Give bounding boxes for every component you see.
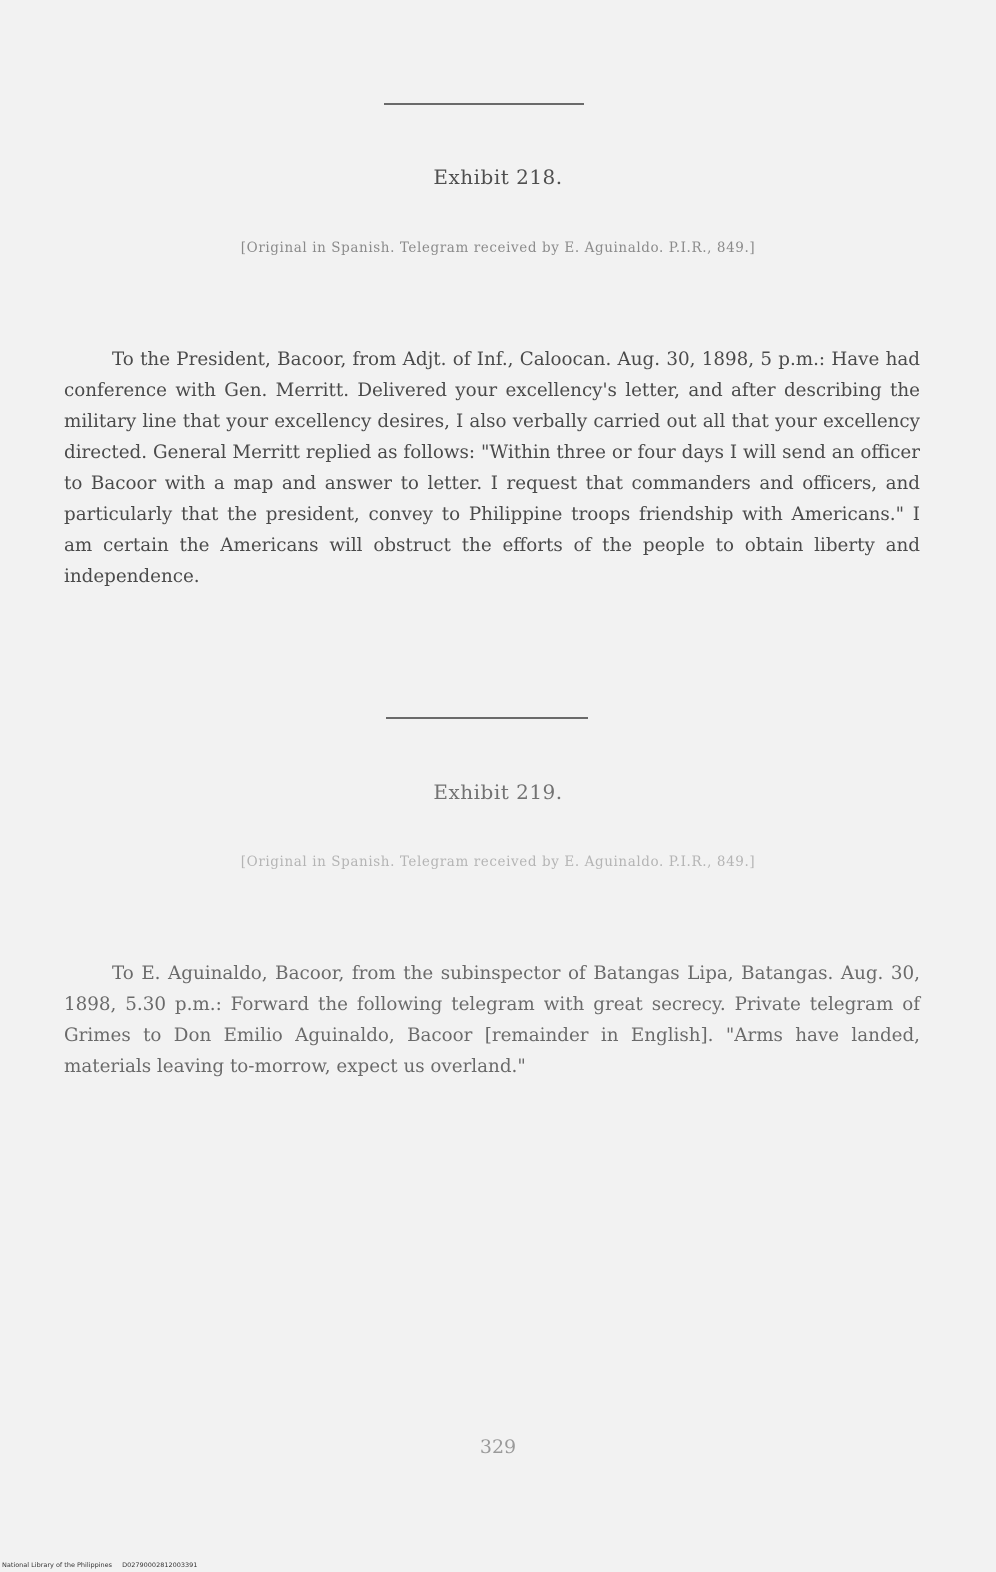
scan-footer (2, 1561, 197, 1569)
section-divider (384, 103, 584, 105)
exhibit-218-source-note: [Original in Spanish. Telegram received by E. Aguinaldo. P.I.R., 849.] (240, 240, 756, 256)
exhibit-218-text: To the President, Bacoor, from Adjt. of Inf., Caloocan. Aug. 30, 1898, 5 p.m.: Have had conference with Gen. Merritt. Delivered your excellency's letter, and after describing the military line that your excellency desires, I also verbally carried out all that your excellency directed. General Merritt replied as follows: "Within three or four days I will send an officer to Bacoor with a map and answer to letter. I request that commanders and officers, and particularly that the president, convey to Philippine troops friendship with Americans." I am certain the Americans will obstruct the efforts of the people to obtain liberty and independence. (64, 349, 920, 587)
footer-code: D02790002812003391 (122, 1561, 198, 1569)
footer-library: National Library of the Philippines (2, 1561, 113, 1569)
section-divider (386, 717, 588, 719)
exhibit-218-title: Exhibit 218. (433, 165, 563, 189)
exhibit-219-text: To E. Aguinaldo, Bacoor, from the subinspector of Batangas Lipa, Batangas. Aug. 30, 1898, 5.30 p.m.: Forward the following telegram with great secrecy. Private telegram of Grimes to Don Emilio Aguinaldo, Bacoor [remainder in English]. "Arms have landed, materials leaving to-morrow, expect us overland." (64, 963, 920, 1077)
page-number: 329 (479, 1436, 517, 1458)
exhibit-219-source-note: [Original in Spanish. Telegram received by E. Aguinaldo. P.I.R., 849.] (240, 854, 756, 870)
exhibit-219-title: Exhibit 219. (433, 780, 563, 804)
